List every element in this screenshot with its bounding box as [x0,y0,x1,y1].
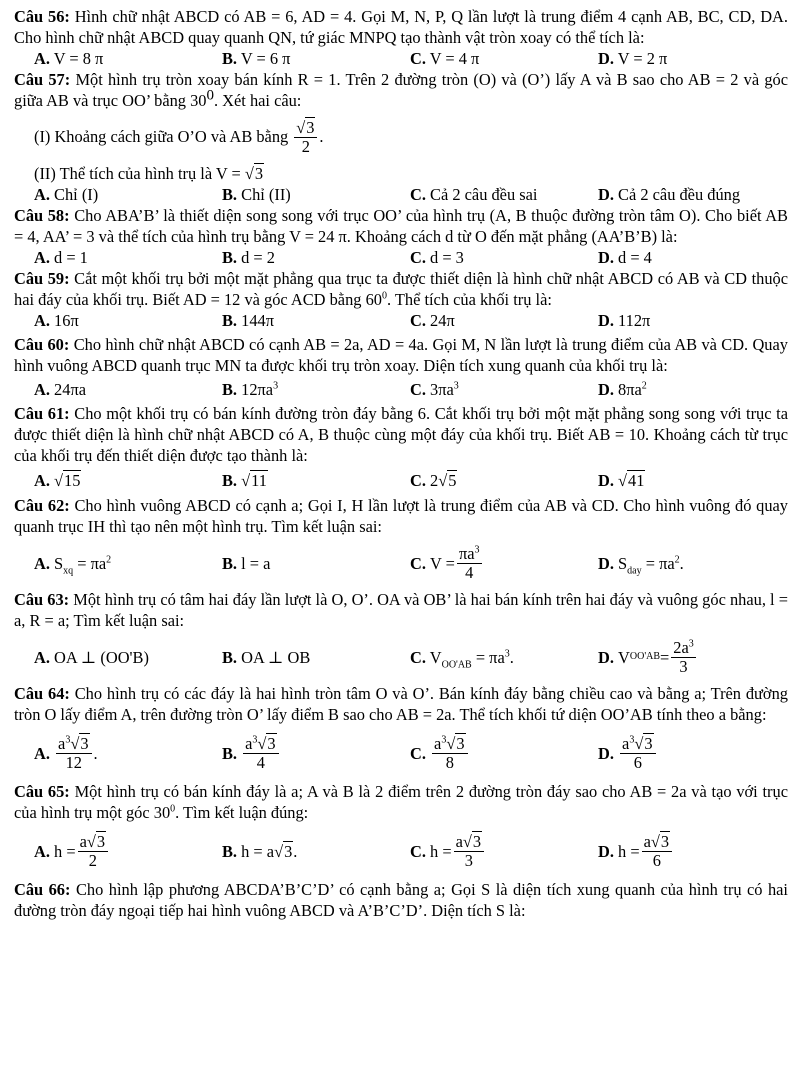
question-60 [14,334,788,400]
option-letter: A. [34,743,50,763]
option-d[interactable] [598,247,786,268]
option-letter: B. [222,49,238,68]
question-stem-end: . Xét hai câu: [213,91,302,110]
question-66 [14,879,788,921]
option-b[interactable] [222,553,410,574]
question-stem: Cho một khối trụ có bán kính đường tròn đáy bằng 6. Cắt khối trụ bởi một mặt phẳng song song với trục ta được thiết diện là hình chữ nhật ABCD có A, B thuộc cùng một đáy của khối trụ. Biết AB = 10. Khoảng cách từ trục của khối trụ đến thiết diện được tạo thành là: [14,404,788,465]
numerator: a [79,831,87,851]
option-exponent: 3 [273,380,279,392]
option-text: Cả 2 câu đều sai [430,185,538,204]
question-stem: Hình chữ nhật ABCD có AB = 6, AD = 4. Gọi M, N, P, Q lần lượt là trung điểm 4 cạnh AB, BC, CD, DA. Cho hình chữ nhật ABCD quay quanh QN, tứ giác MNPQ tạo thành vật tròn xoay có thể tích là: [14,7,788,47]
fraction: $\frac{a^3√3}{4}$ [243,735,278,772]
option-letter: A. [34,647,50,667]
statement-text: (I) Khoảng cách giữa O’O và AB bằng [34,127,289,146]
option-text: V = 8 π [53,49,104,68]
option-d[interactable] [598,833,786,870]
question-number: Câu 61: [14,404,70,423]
degree-superscript: 0 [381,290,387,302]
option-letter: C. [410,49,426,68]
option-text: S [54,553,64,573]
option-a[interactable] [34,647,222,668]
statement-1 [34,119,788,155]
numerator-exponent: 3 [688,638,694,650]
option-exponent: 3 [453,380,459,392]
option-text: V [429,647,442,667]
option-exponent: 2 [641,380,647,392]
question-stem: Cho hình vuông ABCD có cạnh a; Gọi I, H lần lượt là trung điểm của AB và CD. Cho hình vuông đó quay quanh trục IH thì tạo nên một hình trụ. Tìm kết luận sai: [14,496,788,536]
denominator: 3 [464,850,473,870]
option-subscript: xq [63,564,74,576]
option-letter: D. [598,471,614,490]
radicand: 41 [628,471,645,490]
fraction: $\frac{a^3√3}{8}$ [432,735,467,772]
option-text: l = a [241,553,271,573]
radicand: 3 [254,164,264,183]
numerator: a [455,831,463,851]
question-stem: Cắt một khối trụ bởi một mặt phẳng qua trục ta được thiết diện là hình chữ nhật ABCD có AB và CD thuộc hai đáy của khối trụ. Biết AD = 12 và góc ACD bằng 60 [14,269,788,309]
option-text: h = a [241,841,275,861]
option-exponent: 2 [106,554,112,566]
question-61 [14,403,788,491]
option-d[interactable] [598,184,786,205]
option-c[interactable] [410,735,598,772]
question-58 [14,205,788,268]
option-text: d = 4 [618,248,652,267]
option-c[interactable] [410,184,598,205]
question-number: Câu 57: [14,70,71,89]
option-text: V = 2 π [617,49,668,68]
denominator: 12 [65,752,82,772]
denominator: 4 [256,752,265,772]
option-c[interactable] [410,310,598,331]
option-text: 144π [241,311,275,330]
option-text: 8πa [618,380,642,399]
denominator: 4 [465,562,474,582]
option-letter: B. [222,647,238,667]
option-letter: D. [598,647,614,667]
option-text: 24πa [54,380,86,399]
numerator: a [58,733,66,753]
option-text: S [618,553,628,573]
option-text: h = [618,841,640,861]
exam-page [14,6,788,921]
fraction: $\frac{a^3√3}{12}$ [56,735,91,772]
option-letter: D. [598,743,614,763]
option-coefficient: 2 [430,471,439,490]
question-stem-end: . Tìm kết luận đúng: [175,803,309,822]
radicand: 3 [96,831,106,851]
radicand: 3 [284,841,293,861]
question-62 [14,495,788,589]
option-text: d = 2 [241,248,275,267]
option-b[interactable]: B. h = a√3. [222,841,298,861]
option-end: . [509,647,514,667]
numerator: a [434,733,442,753]
option-text: h = [54,841,76,861]
question-stem: Cho ABA’B’ là thiết diện song song với trục OO’ của hình trụ (A, B thuộc đường tròn tâm O). Cho biết AB = 4, AA’ = 3 và thể tích của hình trụ bằng V = 24 π. Khoảng cách d từ O đến mặt phẳng (AA’B’B) là: [14,206,788,246]
option-letter: B. [222,380,238,399]
degree-superscript: 0 [170,803,176,815]
option-letter: D. [598,49,614,68]
fraction: $\frac{a^3√3}{6}$ [620,735,655,772]
statement-end: . [319,127,324,146]
option-text: 112π [618,311,651,330]
option-letter: C. [410,471,426,490]
option-text: OA ⊥ (OO'B) [54,647,149,667]
question-number: Câu 60: [14,335,70,354]
option-a[interactable] [34,735,222,772]
option-letter: C. [410,311,426,330]
option-letter: B. [222,743,238,763]
question-number: Câu 56: [14,7,70,26]
question-number: Câu 63: [14,590,70,609]
option-d[interactable] [598,379,786,400]
option-d[interactable] [598,310,786,331]
option-exponent: 2 [674,554,680,566]
option-b[interactable]: B. √11 [222,471,267,490]
option-c[interactable] [410,545,598,582]
option-letter: C. [410,248,426,267]
option-letter: A. [34,553,50,573]
option-b[interactable] [222,647,410,668]
option-text-rest: = πa [471,647,505,667]
option-letter: D. [598,185,614,204]
option-d[interactable]: D. V OO'AB = $\frac{2a^3}{3}$ [598,637,694,676]
option-text-rest: = [660,647,670,667]
radicand: 3 [472,831,482,851]
option-letter: B. [222,841,238,861]
option-a[interactable] [34,48,222,69]
option-letter: A. [34,380,50,399]
option-text: h = [430,841,452,861]
option-text-rest: = πa [73,553,107,573]
option-letter: D. [598,380,614,399]
option-b[interactable] [222,247,410,268]
option-end: . [679,553,684,573]
option-letter: C. [410,553,426,573]
option-letter: B. [222,185,238,204]
radicand: 3 [456,733,465,753]
option-a[interactable]: A. √15 [34,471,81,490]
option-letter: C. [410,380,426,399]
option-c[interactable] [410,48,598,69]
radicand: 3 [644,733,653,753]
numerator: 2a [673,637,689,657]
radicand: 5 [448,471,457,490]
question-59 [14,268,788,331]
radicand: 3 [660,831,670,851]
denominator: 2 [88,850,97,870]
option-b[interactable] [222,379,410,400]
numerator: πa [458,543,475,563]
option-c[interactable] [410,647,598,668]
question-stem: Một hình trụ tròn xoay bán kính R = 1. Trên 2 đường tròn (O) và (O’) lấy A và B sao cho AB = 2 và góc giữa AB và trục OO’ bằng 30 [14,70,788,110]
option-text: 16π [54,311,79,330]
option-text-rest: = πa [641,553,675,573]
option-text: 24π [430,311,455,330]
option-letter: C. [410,647,426,667]
question-56 [14,6,788,69]
question-64 [14,683,788,781]
question-stem: Cho hình lập phương ABCDA’B’C’D’ có cạnh bằng a; Gọi S là diện tích xung quanh của hình trụ có hai đường tròn đáy ngoại tiếp hai hình vuông ABCD và A’B’C’D’. Diện tích S là: [14,880,788,920]
fraction: $\frac{a√3}{3}$ [454,833,484,870]
radicand: 3 [267,733,276,753]
option-text: Chỉ (I) [54,185,99,204]
question-stem: Cho hình trụ có các đáy là hai hình tròn tâm O và O’. Bán kính đáy bằng chiều cao và bằng a; Trên đường tròn O lấy điểm A, trên đường tròn O’ lấy điểm B sao cho AB = 2a. Thể tích khối tứ diện OO’AB tính theo a bằng: [14,684,788,724]
fraction: $\frac{a√3}{2}$ [78,833,108,870]
option-a[interactable] [34,833,222,870]
option-letter: C. [410,841,426,861]
question-number: Câu 66: [14,880,71,899]
statement-2: (II) Thể tích của hình trụ là V = √3 [34,164,264,183]
radicand: 11 [251,471,267,490]
option-letter: D. [598,248,614,267]
question-stem-end: . Thể tích của khối trụ là: [386,290,552,309]
option-letter: D. [598,311,614,330]
option-letter: A. [34,185,50,204]
fraction [671,639,695,676]
option-letter: A. [34,248,50,267]
option-letter: A. [34,49,50,68]
numerator: a [643,831,651,851]
option-c[interactable] [410,833,598,870]
option-subscript: OO'AB [441,658,472,670]
option-a[interactable] [34,247,222,268]
option-b[interactable] [222,48,410,69]
denominator: 2 [301,136,310,156]
radicand: 3 [306,117,315,137]
option-text: Cả 2 câu đều đúng [618,185,741,204]
option-text: d = 3 [430,248,464,267]
numerator: a [245,733,253,753]
question-57 [14,69,788,205]
option-d[interactable]: D. √41 [598,471,645,490]
option-letter: C. [410,743,426,763]
denominator: 6 [633,752,642,772]
denominator: 6 [652,850,661,870]
option-subscript: day [627,564,642,576]
option-text: 12πa [241,380,274,399]
option-text: V [618,647,630,667]
option-end: . [293,841,298,861]
option-letter: D. [598,553,614,573]
radicand: 3 [80,733,89,753]
option-end: . [93,743,98,763]
option-c[interactable]: C. 2√5 [410,471,457,490]
fraction: $\frac{a√3}{6}$ [642,833,672,870]
numerator-exponent: 3 [474,544,480,556]
numerator-exponent: 3 [65,734,71,746]
numerator-exponent: 3 [629,734,635,746]
question-63 [14,589,788,683]
option-letter: A. [34,311,50,330]
question-number: Câu 59: [14,269,70,288]
option-text: Chỉ (II) [241,185,291,204]
question-number: Câu 65: [14,782,70,801]
fraction [457,545,482,582]
numerator: a [622,733,630,753]
option-text: V = 6 π [240,49,291,68]
option-letter: A. [34,841,50,861]
option-a[interactable] [34,184,222,205]
option-b[interactable] [222,735,410,772]
option-letter: B. [222,311,238,330]
degree-superscript: 0 [206,87,214,104]
question-stem: Một hình trụ có tâm hai đáy lần lượt là O, O’. OA và OB’ là hai bán kính trên hai đáy và vuông góc nhau, l = a, R = a; Tìm kết luận sai: [14,590,788,630]
option-letter: B. [222,471,238,490]
option-exponent: 3 [504,648,510,660]
option-a[interactable] [34,310,222,331]
option-d[interactable] [598,553,786,574]
option-letter: B. [222,248,238,267]
option-b[interactable] [222,184,410,205]
question-number: Câu 64: [14,684,70,703]
option-d[interactable] [598,48,786,69]
option-c[interactable] [410,379,598,400]
option-text: 3πa [430,380,454,399]
option-text: V = [430,553,455,573]
denominator: 3 [679,656,688,676]
option-letter: A. [34,471,50,490]
option-a[interactable] [34,553,222,574]
statement-text: (II) Thể tích của hình trụ là V = [34,164,241,183]
numerator-exponent: 3 [252,734,258,746]
option-a[interactable] [34,379,222,400]
question-number: Câu 62: [14,496,70,515]
option-letter: C. [410,185,426,204]
option-d[interactable] [598,735,786,772]
question-stem: Một hình trụ có bán kính đáy là a; A và B là 2 điểm trên 2 đường tròn đáy sao cho AB = 2a và tạo với trục của hình trụ một góc 30 [14,782,788,822]
question-stem: Cho hình chữ nhật ABCD có cạnh AB = 2a, AD = 4a. Gọi M, N lần lượt là trung điểm của AB và CD. Quay hình vuông ABCD quanh trục MN ta được khối trụ tròn xoay. Diện tích xung quanh của khối trụ là: [14,335,788,375]
option-text: V = 4 π [429,49,480,68]
option-c[interactable] [410,247,598,268]
option-b[interactable] [222,310,410,331]
radicand: 15 [64,471,81,490]
option-text: OA ⊥ OB [241,647,311,667]
question-65 [14,781,788,879]
option-letter: B. [222,553,238,573]
question-number: Câu 58: [14,206,70,225]
numerator-exponent: 3 [441,734,447,746]
fraction: $\frac{√3}{2}$ [294,119,317,156]
denominator: 8 [445,752,454,772]
option-text: d = 1 [54,248,88,267]
option-letter: D. [598,841,614,861]
